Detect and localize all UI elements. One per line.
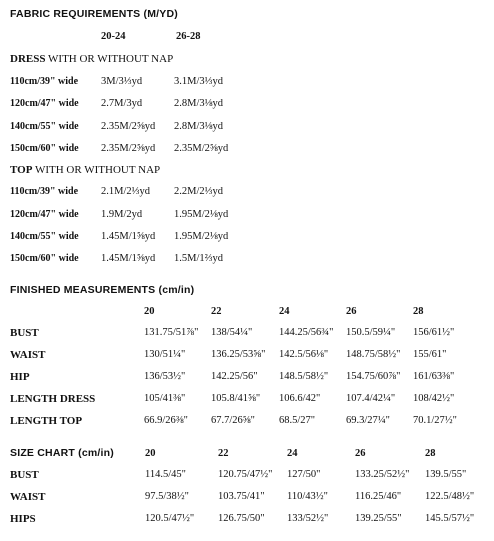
sizechart-value: 120.75/47½" <box>218 469 273 480</box>
finished-value: 142.5/56⅛" <box>279 349 329 360</box>
finished-value: 108/42½" <box>413 393 455 404</box>
finished-value: 156/61½" <box>413 327 455 338</box>
finished-title: FINISHED MEASUREMENTS (cm/in) <box>10 284 195 296</box>
sizechart-value: 97.5/38½" <box>145 491 189 502</box>
finished-col-header: 22 <box>211 306 222 317</box>
sizechart-value: 110/43½" <box>287 491 328 502</box>
fabric-value: 1.9M/2yd <box>101 209 143 220</box>
finished-value: 155/61" <box>413 349 447 360</box>
finished-value: 148.5/58½" <box>279 371 329 382</box>
fabric-title: FABRIC REQUIREMENTS (M/YD) <box>10 8 178 20</box>
fabric-row-label: 140cm/55" wide <box>10 231 79 242</box>
finished-value: 107.4/42¼" <box>346 393 396 404</box>
sizechart-value: 122.5/48½" <box>425 491 475 502</box>
sizechart-value: 133/52½" <box>287 513 329 524</box>
finished-row-label: LENGTH TOP <box>10 415 83 427</box>
sizechart-row-label: WAIST <box>10 491 46 503</box>
fabric-value: 1.5M/1⅔yd <box>174 253 224 264</box>
fabric-value: 1.95M/2⅛yd <box>174 209 229 220</box>
finished-value: 105.8/41⅝" <box>211 393 261 404</box>
fabric-col-header-26-28: 26-28 <box>176 31 201 42</box>
finished-value: 144.25/56¾" <box>279 327 334 338</box>
fabric-col-header-20-24: 20-24 <box>101 31 126 42</box>
fabric-value: 1.45M/1⅝yd <box>101 231 156 242</box>
fabric-row-label: 120cm/47" wide <box>10 209 79 220</box>
top-section-heading: TOP WITH OR WITHOUT NAP <box>10 164 161 176</box>
finished-value: 154.75/60⅞" <box>346 371 401 382</box>
fabric-value: 2.35M/2⅝yd <box>101 143 156 154</box>
finished-value: 136.25/53⅝" <box>211 349 266 360</box>
fabric-row-label: 120cm/47" wide <box>10 98 79 109</box>
sizechart-value: 139.5/55" <box>425 469 467 480</box>
fabric-row-label: 150cm/60" wide <box>10 143 79 154</box>
dress-section-heading: DRESS WITH OR WITHOUT NAP <box>10 53 174 65</box>
finished-value: 70.1/27½" <box>413 415 457 426</box>
fabric-value: 3M/3⅓yd <box>101 76 143 87</box>
fabric-value: 2.8M/3⅛yd <box>174 98 224 109</box>
sizechart-value: 120.5/47½" <box>145 513 195 524</box>
finished-value: 68.5/27" <box>279 415 316 426</box>
sizechart-col-header: 20 <box>145 448 156 459</box>
fabric-value: 1.95M/2⅛yd <box>174 231 229 242</box>
finished-value: 106.6/42" <box>279 393 321 404</box>
fabric-row-label: 140cm/55" wide <box>10 121 79 132</box>
sizechart-col-header: 28 <box>425 448 436 459</box>
finished-col-header: 26 <box>346 306 357 317</box>
finished-value: 138/54¼" <box>211 327 253 338</box>
fabric-value: 2.35M/2⅝yd <box>101 121 156 132</box>
finished-value: 69.3/27¼" <box>346 415 390 426</box>
sizechart-value: 127/50" <box>287 469 321 480</box>
sizechart-value: 133.25/52½" <box>355 469 410 480</box>
sizechart-value: 103.75/41" <box>218 491 265 502</box>
sizechart-value: 114.5/45" <box>145 469 186 480</box>
finished-row-label: WAIST <box>10 349 46 361</box>
finished-value: 105/41⅜" <box>144 393 186 404</box>
sizechart-value: 116.25/46" <box>355 491 402 502</box>
sizechart-row-label: HIPS <box>10 513 36 525</box>
fabric-value: 2.8M/3⅛yd <box>174 121 224 132</box>
sizechart-col-header: 26 <box>355 448 366 459</box>
sizechart-value: 145.5/57½" <box>425 513 475 524</box>
fabric-row-label: 150cm/60" wide <box>10 253 79 264</box>
sizechart-title: SIZE CHART (cm/in) <box>10 447 114 459</box>
finished-col-header: 28 <box>413 306 424 317</box>
finished-row-label: BUST <box>10 327 39 339</box>
fabric-value: 3.1M/3⅓yd <box>174 76 224 87</box>
fabric-row-label: 110cm/39" wide <box>10 76 79 87</box>
fabric-value: 2.1M/2⅓yd <box>101 186 151 197</box>
finished-value: 142.25/56" <box>211 371 258 382</box>
finished-col-header: 20 <box>144 306 155 317</box>
sizechart-value: 126.75/50" <box>218 513 265 524</box>
finished-value: 131.75/51⅞" <box>144 327 199 338</box>
sizechart-row-label: BUST <box>10 469 39 481</box>
finished-col-header: 24 <box>279 306 290 317</box>
fabric-value: 2.35M/2⅝yd <box>174 143 229 154</box>
finished-row-label: HIP <box>10 371 30 383</box>
finished-row-label: LENGTH DRESS <box>10 393 96 405</box>
finished-value: 148.75/58½" <box>346 349 401 360</box>
finished-value: 136/53½" <box>144 371 186 382</box>
fabric-row-label: 110cm/39" wide <box>10 186 79 197</box>
fabric-value: 1.45M/1⅝yd <box>101 253 156 264</box>
fabric-value: 2.7M/3yd <box>101 98 143 109</box>
finished-value: 67.7/26⅝" <box>211 415 255 426</box>
sizechart-col-header: 22 <box>218 448 229 459</box>
fabric-value: 2.2M/2⅓yd <box>174 186 224 197</box>
finished-value: 66.9/26⅜" <box>144 415 188 426</box>
finished-value: 150.5/59¼" <box>346 327 396 338</box>
sizechart-value: 139.25/55" <box>355 513 402 524</box>
finished-value: 161/63⅜" <box>413 371 455 382</box>
sizechart-col-header: 24 <box>287 448 298 459</box>
finished-value: 130/51¼" <box>144 349 186 360</box>
